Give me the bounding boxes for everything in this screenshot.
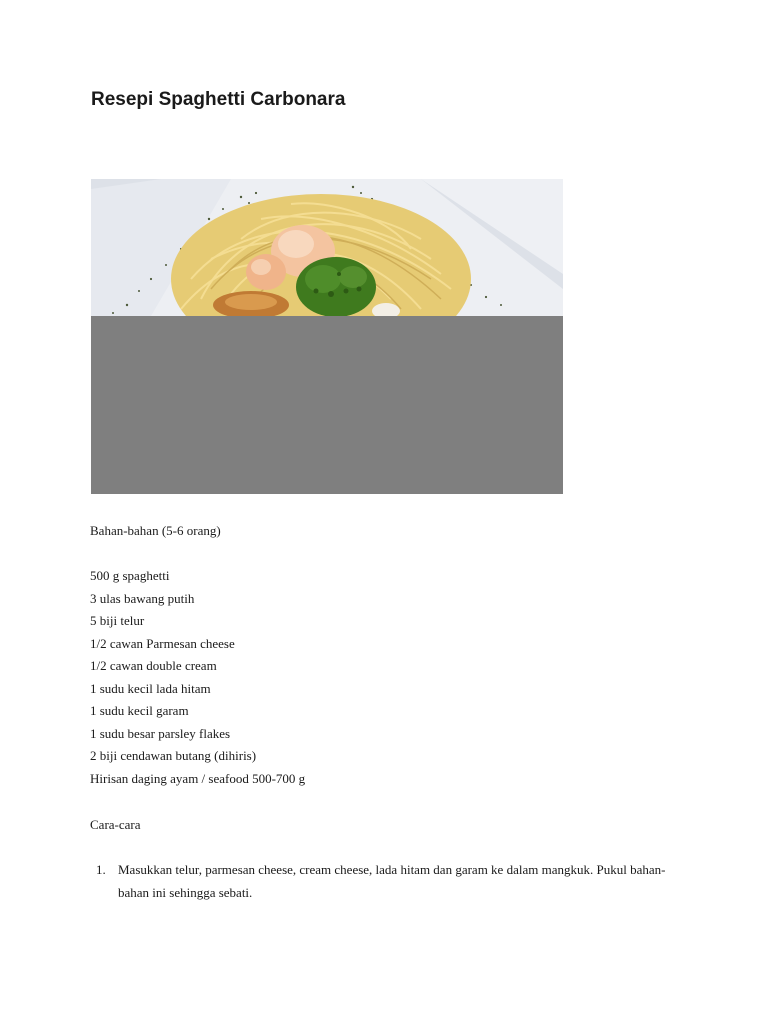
ingredient-item: Hirisan daging ayam / seafood 500-700 g [90, 770, 306, 786]
ingredient-item: 5 biji telur [90, 613, 145, 628]
step-number: 1. [96, 862, 106, 877]
ingredient-item: 1 sudu kecil garam [90, 703, 189, 718]
step-item [90, 859, 680, 904]
servings-label: Bahan-bahan (5-6 orang) [90, 523, 221, 538]
ingredient-item: 3 ulas bawang putih [90, 590, 195, 606]
ingredient-item: 1 sudu kecil lada hitam [90, 680, 211, 696]
ingredient-item: 1/2 cawan Parmesan cheese [90, 635, 235, 651]
steps-list [90, 859, 680, 904]
method-heading: Cara-cara [90, 817, 141, 832]
recipe-photo [91, 179, 563, 494]
ingredients-list [90, 565, 305, 790]
spaghetti-dish-image [91, 179, 563, 494]
ingredient-item: 1 sudu besar parsley flakes [90, 725, 231, 741]
ingredient-item: 2 biji cendawan butang (dihiris) [90, 748, 257, 763]
page-title: Resepi Spaghetti Carbonara [91, 89, 346, 110]
ingredient-item: 500 g spaghetti [90, 568, 170, 583]
ingredient-item: 1/2 cawan double cream [90, 658, 217, 673]
step-text: Masukkan telur, parmesan cheese, cream cheese, lada hitam dan garam ke dalam mangkuk. Pukul bahan-bahan ini sehingga sebati. [118, 862, 666, 900]
